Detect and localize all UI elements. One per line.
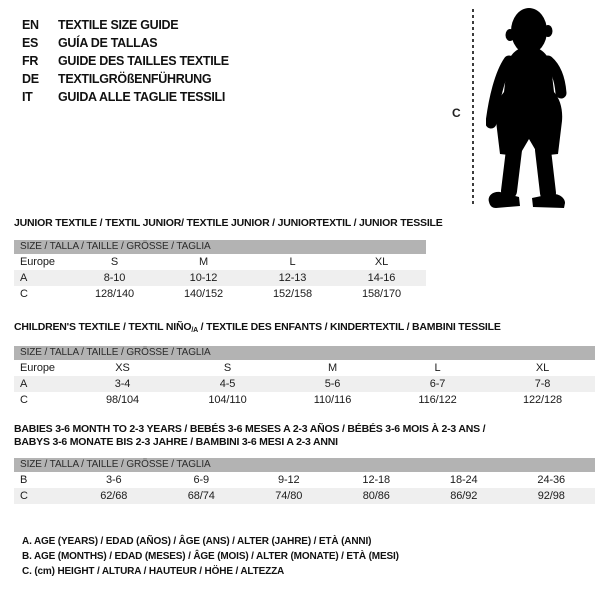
table-cell: 140/152 [183, 288, 224, 300]
lang-code: ES [22, 36, 39, 50]
children-table-title [14, 321, 501, 337]
legend-line-b: B. AGE (MONTHS) / EDAD (MESES) / ÂGE (MOIS) / ALTER (MONATE) / ETÀ (MESI) [22, 551, 399, 562]
size-header-band: SIZE / TALLA / TAILLE / GRÖSSE / TAGLIA [14, 458, 595, 472]
size-header-band: SIZE / TALLA / TAILLE / GRÖSSE / TAGLIA [14, 240, 426, 254]
height-measure-dashed-line [472, 9, 474, 207]
lang-row-it [22, 88, 229, 106]
table-cell: 116/122 [418, 394, 457, 406]
table-row [14, 376, 595, 392]
lang-label: TEXTILE SIZE GUIDE [58, 18, 179, 32]
table-cell: 110/116 [313, 394, 352, 406]
junior-table-title: JUNIOR TEXTILE / TEXTIL JUNIOR/ TEXTILE JUNIOR / JUNIORTEXTIL / JUNIOR TESSILE [14, 217, 443, 229]
lang-code: FR [22, 54, 39, 68]
table-cell: S [223, 362, 232, 374]
table-cell: 10-12 [189, 272, 218, 284]
table-cell: 5-6 [324, 378, 341, 390]
table-cell: 6-9 [193, 474, 210, 486]
row-label-cell: C [20, 288, 28, 300]
table-cell: 92/98 [537, 490, 565, 502]
row-label-cell: C [20, 394, 28, 406]
babies-size-table [14, 458, 595, 504]
lang-row-de [22, 70, 229, 88]
table-cell: 18-24 [449, 474, 478, 486]
table-cell: 104/110 [208, 394, 247, 406]
row-label-cell: Europe [20, 256, 55, 268]
title-subscript: /A [191, 327, 198, 334]
lang-code: EN [22, 18, 39, 32]
table-cell: 62/68 [100, 490, 128, 502]
lang-row-en [22, 16, 229, 34]
table-row [14, 286, 426, 302]
table-cell: 8-10 [103, 272, 126, 284]
legend-line-a: A. AGE (YEARS) / EDAD (AÑOS) / ÂGE (ANS) / ALTER (JAHRE) / ETÀ (ANNI) [22, 536, 372, 547]
table-cell: 9-12 [277, 474, 300, 486]
lang-label: GUÍA DE TALLAS [58, 36, 158, 50]
table-cell: 74/80 [275, 490, 303, 502]
table-cell: L [289, 256, 296, 268]
table-cell: 24-36 [537, 474, 566, 486]
table-row [14, 360, 595, 376]
table-cell: 68/74 [187, 490, 215, 502]
title-line-1: BABIES 3-6 MONTH TO 2-3 YEARS / BEBÉS 3-6 MESES A 2-3 AÑOS / BÉBÉS 3-6 MOIS À 2-3 ANS / [14, 423, 486, 435]
babies-table-title [14, 423, 589, 449]
table-row [14, 254, 426, 270]
row-label-cell: Europe [20, 362, 55, 374]
table-row [14, 270, 426, 286]
row-label-cell: B [20, 474, 28, 486]
table-cell: 158/170 [361, 288, 402, 300]
table-cell: 12-13 [278, 272, 307, 284]
row-label-cell: A [20, 378, 28, 390]
table-cell: M [198, 256, 209, 268]
table-cell: M [327, 362, 338, 374]
table-cell: 128/140 [94, 288, 135, 300]
title-line-2: BABYS 3-6 MONATE BIS 2-3 JAHRE / BAMBINI 3-6 MESI A 2-3 ANNI [14, 436, 338, 448]
table-cell: 80/86 [362, 490, 390, 502]
table-cell: L [434, 362, 441, 374]
toddler-silhouette-icon [486, 4, 598, 212]
language-header [22, 16, 229, 106]
table-cell: XS [115, 362, 130, 374]
table-cell: 98/104 [105, 394, 140, 406]
table-cell: 4-5 [219, 378, 236, 390]
table-cell: 7-8 [534, 378, 551, 390]
table-cell: S [110, 256, 119, 268]
table-cell: 14-16 [367, 272, 396, 284]
lang-row-es [22, 34, 229, 52]
lang-label: TEXTILGRÖßENFÜHRUNG [58, 72, 212, 86]
lang-code: IT [22, 90, 33, 104]
row-label-cell: A [20, 272, 28, 284]
lang-code: DE [22, 72, 39, 86]
table-row [14, 488, 595, 504]
table-row [14, 472, 595, 488]
lang-label: GUIDE DES TAILLES TEXTILE [58, 54, 229, 68]
table-row [14, 392, 595, 408]
junior-size-table [14, 240, 426, 302]
measurement-legend [22, 534, 399, 579]
height-measure-label: C [452, 106, 461, 120]
title-text: / TEXTILE DES ENFANTS / KINDERTEXTIL / BAMBINI TESSILE [197, 321, 501, 333]
legend-line-c: C. (cm) HEIGHT / ALTURA / HAUTEUR / HÖHE / ALTEZZA [22, 566, 285, 577]
lang-label: GUIDA ALLE TAGLIE TESSILI [58, 90, 226, 104]
table-cell: 3-4 [114, 378, 131, 390]
table-cell: 122/128 [522, 394, 563, 406]
table-cell: 12-18 [362, 474, 391, 486]
table-cell: 3-6 [105, 474, 122, 486]
table-cell: XL [374, 256, 389, 268]
table-cell: 152/158 [272, 288, 313, 300]
table-cell: XL [535, 362, 550, 374]
lang-row-fr [22, 52, 229, 70]
size-header-band: SIZE / TALLA / TAILLE / GRÖSSE / TAGLIA [14, 346, 595, 360]
table-cell: 6-7 [429, 378, 446, 390]
table-cell: 86/92 [450, 490, 478, 502]
children-size-table [14, 346, 595, 408]
row-label-cell: C [20, 490, 28, 502]
title-text: CHILDREN'S TEXTILE / TEXTIL NIÑO [14, 321, 192, 333]
